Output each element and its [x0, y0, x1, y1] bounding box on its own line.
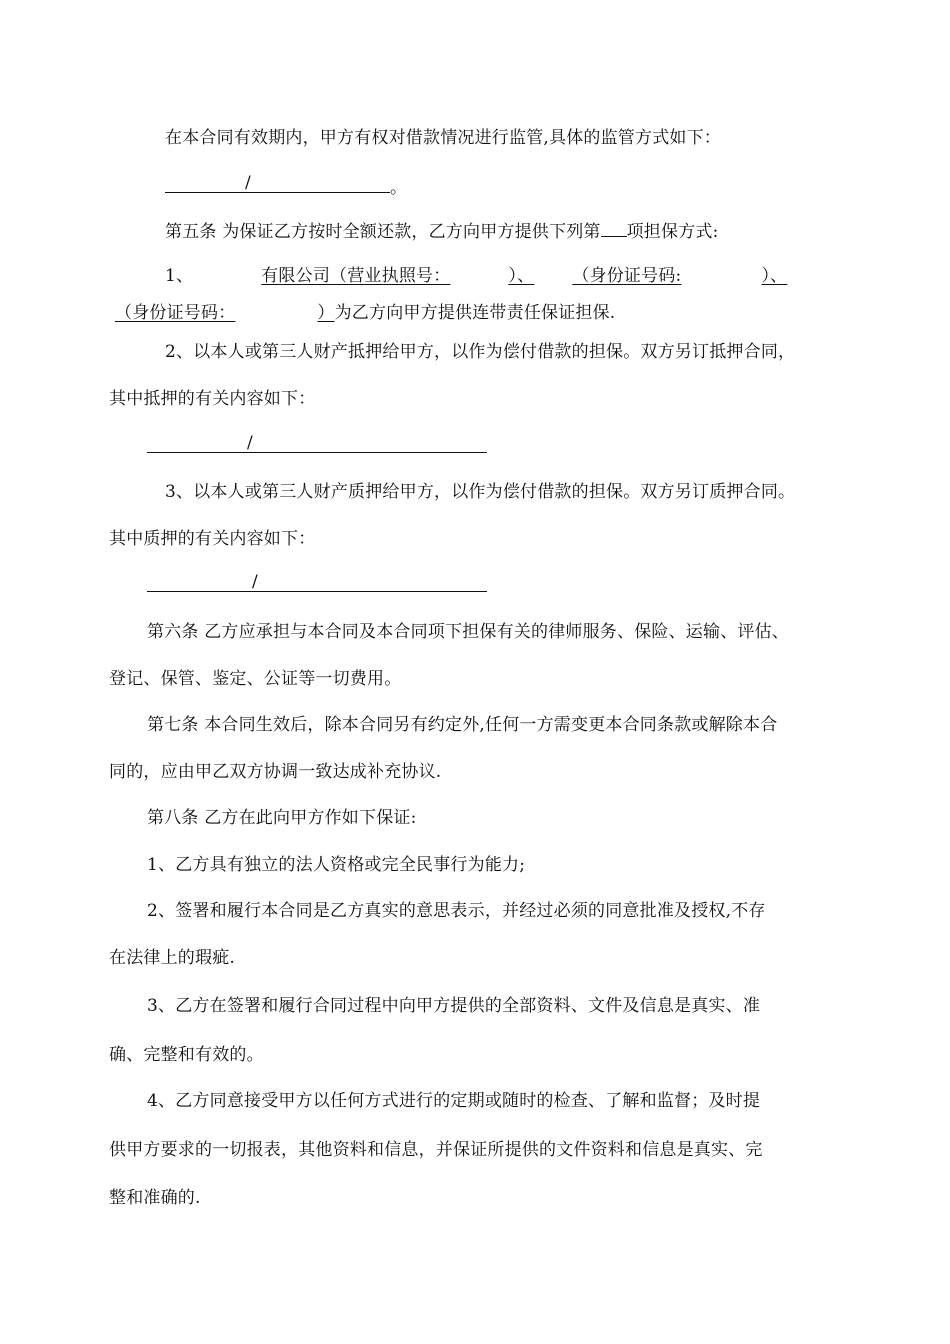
- fill-in-blank: [165, 174, 390, 193]
- guarantee-1-id-2: （身份证号码：: [115, 303, 236, 323]
- article-5-text: 第五条 为保证乙方按时全额还款，乙方向甲方提供下列第: [165, 222, 601, 242]
- paragraph-supervision: 在本合同有效期内，甲方有权对借款情况进行监管,具体的监管方式如下：: [165, 128, 722, 148]
- warranty-2-line-1: 2、签署和履行本合同是乙方真实的意思表示，并经过必须的同意批准及授权,不存: [147, 901, 766, 921]
- guarantee-1-sep: ）、: [508, 266, 535, 286]
- guarantee-1-close: ）: [317, 303, 335, 323]
- guarantee-1-line-1: [165, 265, 787, 287]
- warranty-2-line-2: 在法律上的瑕疵.: [109, 948, 236, 968]
- pledge-blank-line: [147, 573, 487, 598]
- blank-end-punct: 。: [390, 178, 408, 198]
- guarantee-option-blank: [601, 218, 627, 237]
- warranty-1: 1、乙方具有独立的法人资格或完全民事行为能力;: [147, 855, 526, 875]
- mortgage-blank-line: [147, 434, 487, 459]
- warranty-4-line-2: 供甲方要求的一切报表，其他资料和信息，并保证所提供的文件资料和信息是真实、完: [109, 1140, 763, 1160]
- article-6-line-2: 登记、保管、鉴定、公证等一切费用。: [109, 669, 402, 689]
- article-7-line-2: 同的，应由甲乙双方协调一致达成补充协议.: [109, 762, 442, 782]
- guarantee-3-line-2: 其中质押的有关内容如下：: [109, 529, 316, 549]
- guarantee-1-underlined: [193, 266, 787, 286]
- guarantee-1-company: 有限公司（营业执照号：: [261, 266, 451, 286]
- guarantee-1-line-2: [109, 302, 615, 324]
- article-7-line-1: 第七条 本合同生效后，除本合同另有约定外,任何一方需变更本合同条款或解除本合: [147, 715, 778, 735]
- warranty-4-line-3: 整和准确的.: [109, 1188, 201, 1208]
- blank-separator: /: [245, 173, 251, 193]
- blank-separator: /: [247, 433, 253, 453]
- guarantee-1-id: （身份证号码:: [572, 266, 682, 286]
- fill-in-blank: [147, 573, 487, 592]
- article-5: [165, 218, 719, 243]
- guarantee-1-text: 为乙方向甲方提供连带责任保证担保.: [334, 303, 616, 323]
- blank-separator: /: [252, 572, 258, 592]
- guarantee-1-sep-2: ）、: [761, 266, 788, 286]
- guarantee-1-number: 1、: [165, 266, 194, 286]
- supervision-blank-line: [165, 174, 407, 199]
- guarantee-3-line-1: 3、以本人或第三人财产质押给甲方，以作为偿付借款的担保。双方另订质押合同。: [165, 482, 796, 502]
- guarantee-2-line-1: 2、以本人或第三人财产抵押给甲方，以作为偿付借款的担保。双方另订抵押合同，: [165, 342, 796, 362]
- article-6-line-1: 第六条 乙方应承担与本合同及本合同项下担保有关的律师服务、保险、运输、评估、: [147, 622, 790, 642]
- warranty-3-line-2: 确、完整和有效的。: [109, 1045, 264, 1065]
- article-5-text-end: 项担保方式:: [626, 222, 719, 242]
- warranty-3-line-1: 3、乙方在签署和履行合同过程中向甲方提供的全部资料、文件及信息是真实、准: [147, 996, 761, 1016]
- article-8: 第八条 乙方在此向甲方作如下保证:: [147, 808, 417, 828]
- guarantee-2-line-2: 其中抵押的有关内容如下：: [109, 389, 316, 409]
- guarantee-1-underlined-2: [109, 303, 335, 323]
- warranty-4-line-1: 4、乙方同意接受甲方以任何方式进行的定期或随时的检查、了解和监督；及时提: [147, 1091, 761, 1111]
- fill-in-blank: [147, 434, 487, 453]
